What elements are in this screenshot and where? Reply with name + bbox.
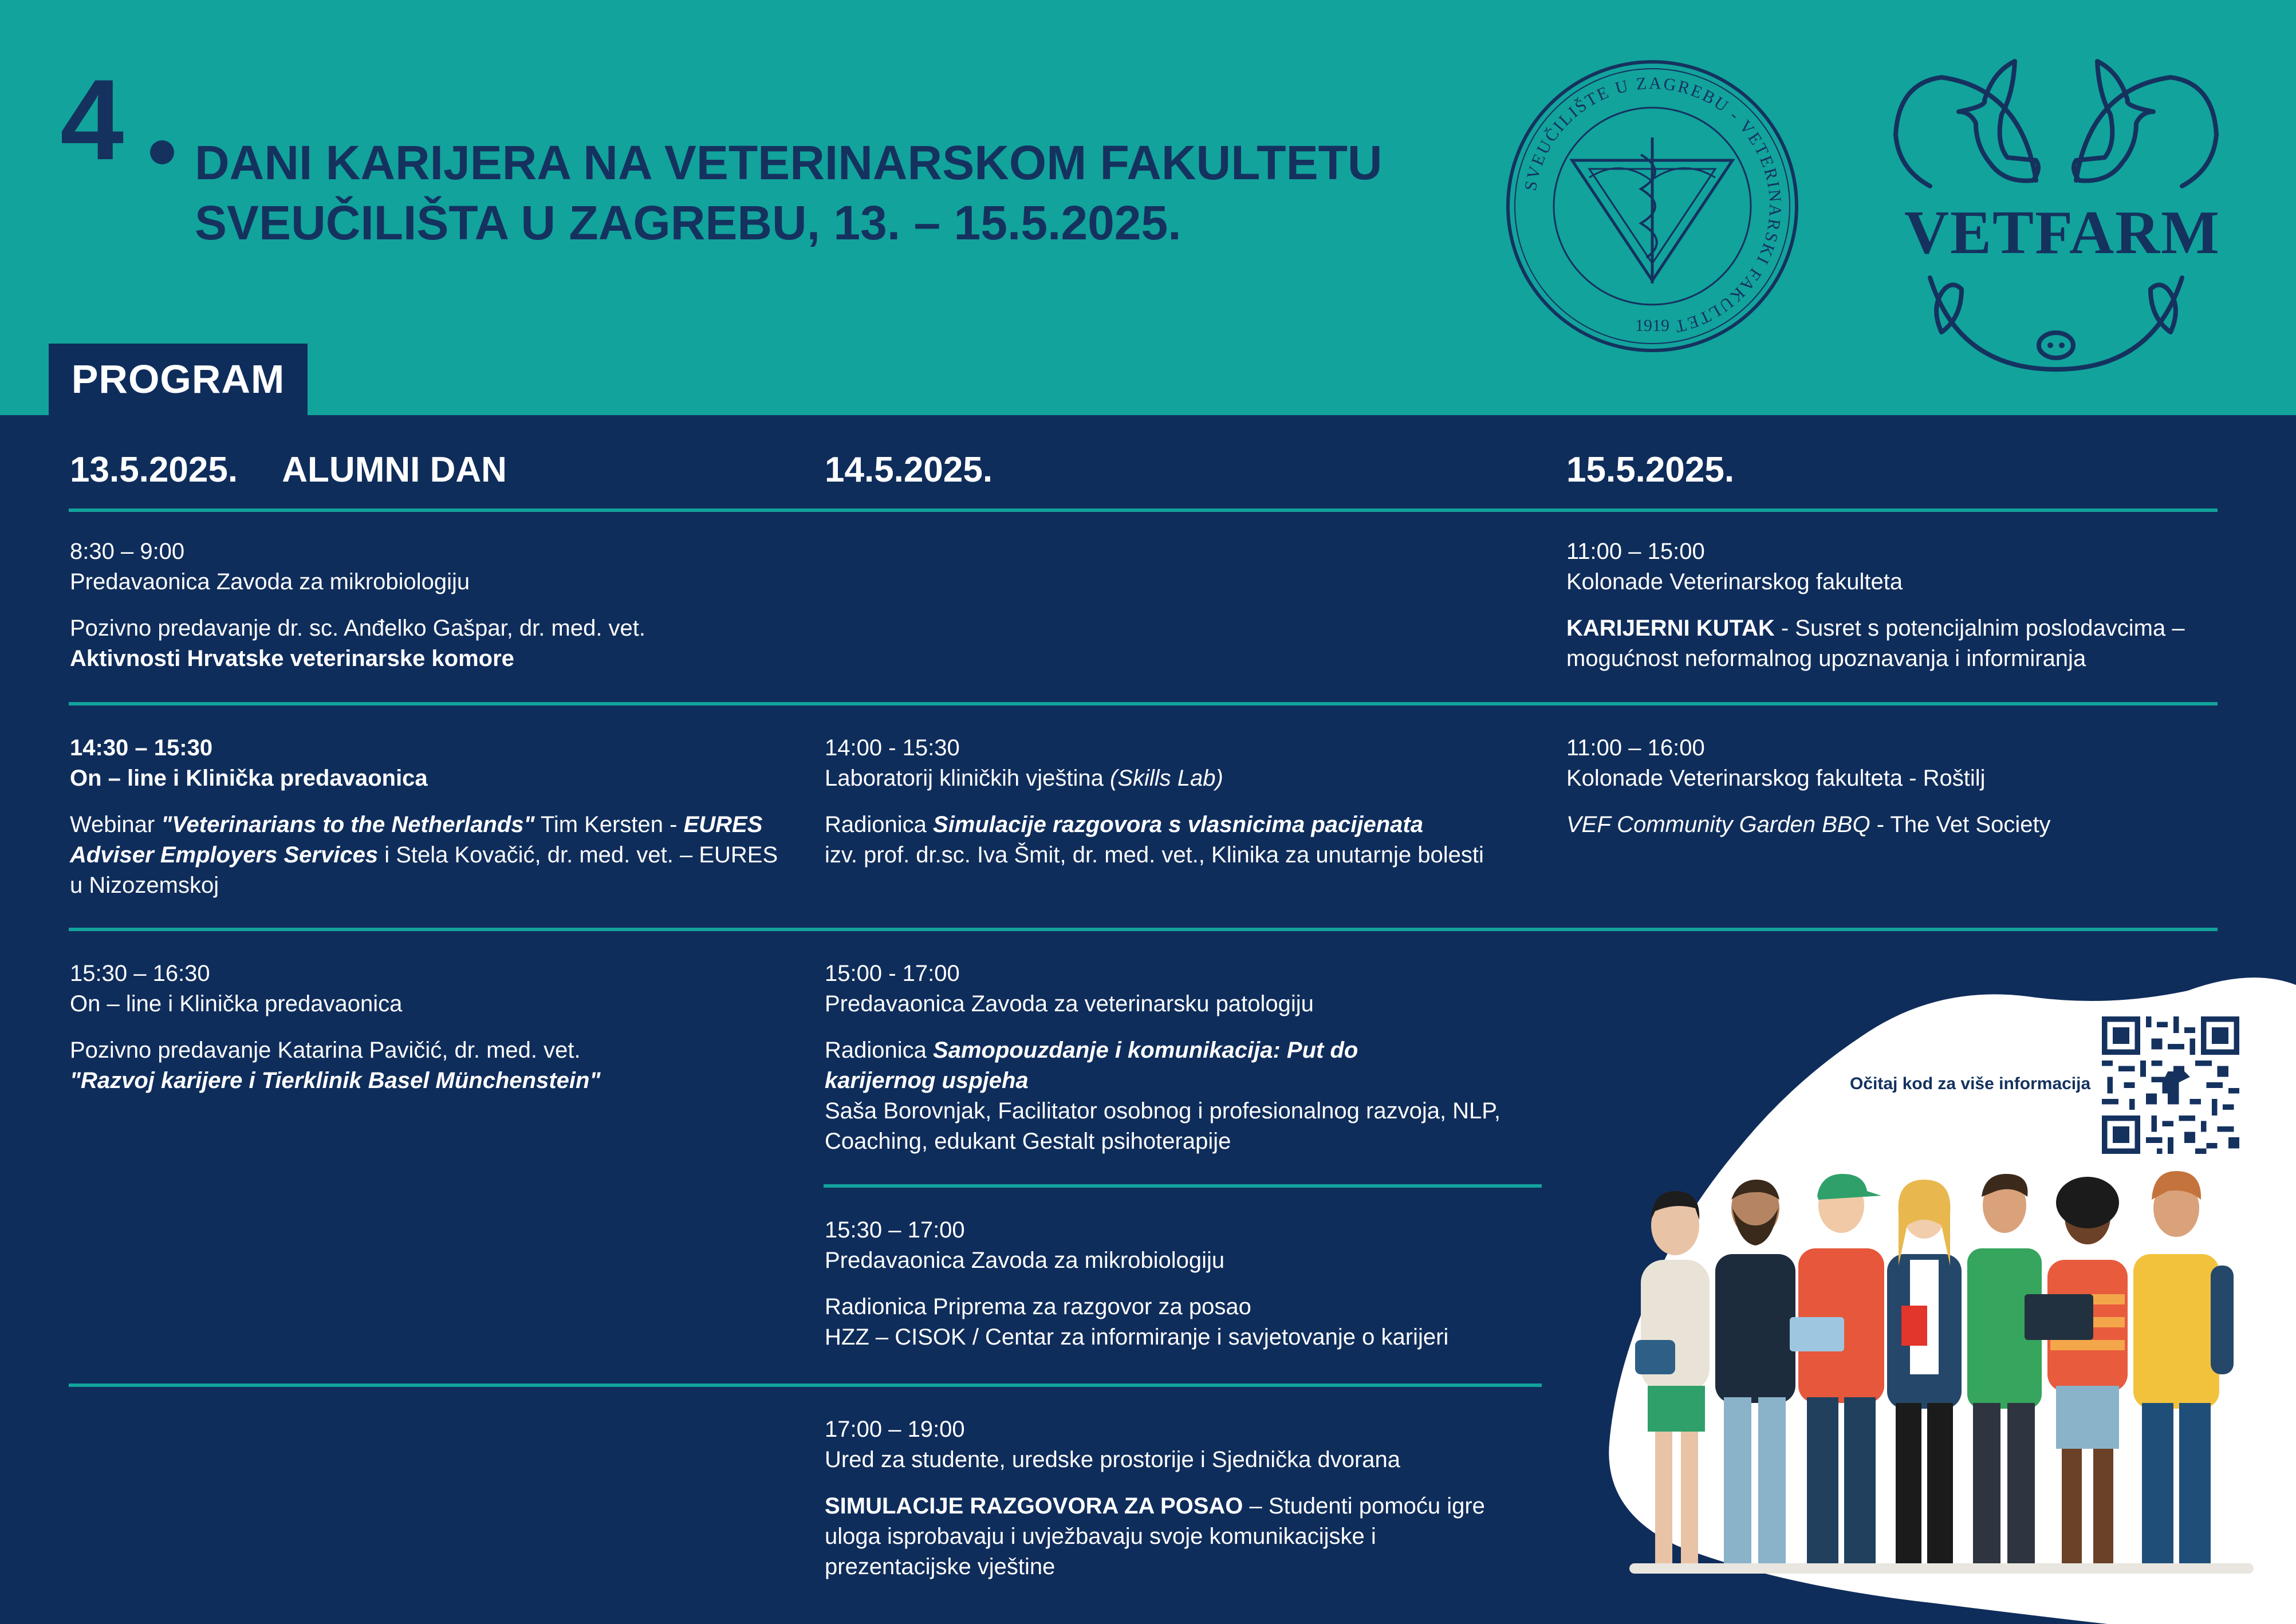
program-tab: PROGRAM: [49, 344, 308, 415]
event-place: Predavaonica Zavoda za mikrobiologiju: [70, 569, 470, 594]
event-time: 11:00 – 16:00: [1566, 735, 1705, 760]
divider: [69, 1383, 1542, 1387]
event-title: "Veterinarians to the Netherlands": [161, 812, 535, 837]
event-title: SIMULACIJE RAZGOVORA ZA POSAO: [825, 1493, 1243, 1519]
event-description: Radionica Simulacije razgovora s vlasnicima pacijenata: [825, 812, 1423, 837]
event-title: VEF Community Garden BBQ: [1566, 812, 1870, 837]
divider: [69, 509, 2218, 512]
event-d2-2: [825, 959, 1558, 1157]
event-time: 14:30 – 15:30: [70, 735, 213, 760]
event-place: Predavaonica Zavoda za veterinarsku patologiju: [825, 991, 1314, 1016]
title-line-2: SVEUČILIŠTA U ZAGREBU, 13. – 15.5.2025.: [195, 196, 1182, 250]
event-title: Samopouzdanje i komunikacija: Put do karijernog uspjeha: [825, 1038, 1358, 1093]
event-time: 14:00 - 15:30: [825, 735, 960, 760]
event-d3-1: [1566, 537, 2231, 674]
event-description: SIMULACIJE RAZGOVORA ZA POSAO – Studenti pomoću igre uloga isprobavaju i uvježbavaju svoje komunikacijske i prezentacijske vještine: [825, 1493, 1485, 1579]
seal-text: SVEUČILIŠTE U ZAGREBU - VETERINARSKI FAKULTET: [1521, 73, 1785, 337]
event-description: Radionica Samopouzdanje i komunikacija: Put do karijernog uspjeha: [825, 1038, 1358, 1093]
event-d1-1: [70, 537, 780, 674]
event-title: Aktivnosti Hrvatske veterinarske komore: [70, 646, 514, 671]
page-title: [195, 133, 1512, 253]
day-1-name: ALUMNI DAN: [282, 450, 507, 490]
event-title: Radionica Priprema za razgovor za posao: [825, 1294, 1251, 1319]
qr-code-icon[interactable]: [2102, 1016, 2239, 1154]
event-speaker: Saša Borovnjak, Facilitator osobnog i profesionalnog razvoja, NLP, Coaching, edukant Gestalt psihoterapije: [825, 1098, 1501, 1154]
qr-label: Očitaj kod za više informacija: [1850, 1074, 2091, 1093]
students-illustration-icon: [1629, 1168, 2254, 1580]
day-2-date: 14.5.2025.: [825, 450, 993, 490]
event-organizer: HZZ – CISOK / Centar za informiranje i savjetovanje o karijeri: [825, 1325, 1449, 1350]
event-place: Kolonade Veterinarskog fakulteta: [1566, 569, 1903, 594]
event-time: 8:30 – 9:00: [70, 539, 185, 564]
event-d2-1: [825, 733, 1489, 870]
event-time: 15:30 – 17:00: [825, 1217, 965, 1243]
event-speaker: Pozivno predavanje Katarina Pavičić, dr. med. vet.: [70, 1038, 581, 1063]
event-speaker: izv. prof. dr.sc. Iva Šmit, dr. med. vet., Klinika za unutarnje bolesti: [825, 842, 1484, 868]
vetfarm-wordmark: VETFARM: [1904, 199, 2220, 267]
event-title: Simulacije razgovora s vlasnicima pacijenata: [933, 812, 1423, 837]
event-place: On – line i Klinička predavaonica: [70, 766, 428, 791]
edition-dot: [150, 140, 174, 164]
event-place: On – line i Klinička predavaonica: [70, 991, 403, 1016]
event-org: EURES Adviser Employers Services: [70, 812, 763, 868]
divider: [69, 928, 2218, 931]
event-place: Laboratorij kliničkih vještina (Skills Lab): [825, 766, 1223, 791]
event-title: "Razvoj karijere i Tierklinik Basel Münchenstein": [70, 1068, 601, 1093]
day-3-date: 15.5.2025.: [1566, 450, 1735, 490]
day-1-date: 13.5.2025.: [70, 450, 238, 490]
event-place: Kolonade Veterinarskog fakulteta - Roštilj: [1566, 766, 1986, 791]
event-speaker: Pozivno predavanje dr. sc. Anđelko Gašpar, dr. med. vet.: [70, 616, 646, 641]
event-description: VEF Community Garden BBQ - The Vet Society: [1566, 812, 2051, 837]
divider: [69, 702, 2218, 705]
event-place: Predavaonica Zavoda za mikrobiologiju: [825, 1248, 1225, 1273]
event-d1-3: [70, 959, 780, 1096]
title-line-1: DANI KARIJERA NA VETERINARSKOM FAKULTETU: [195, 136, 1383, 190]
event-d2-4: [825, 1414, 1512, 1582]
event-time: 11:00 – 15:00: [1566, 539, 1705, 564]
event-time: 15:00 - 17:00: [825, 961, 960, 986]
event-title: KARIJERNI KUTAK: [1566, 616, 1775, 641]
event-d3-2: [1566, 733, 2231, 840]
edition-number: 4: [60, 56, 122, 184]
seal-year: 1919: [1635, 316, 1669, 335]
event-time: 15:30 – 16:30: [70, 961, 210, 986]
day-1-header: [70, 450, 507, 490]
event-place: Ured za studente, uredske prostorije i Sjednička dvorana: [825, 1447, 1400, 1472]
event-d1-2: [70, 733, 780, 901]
faculty-seal-icon: [1503, 57, 1801, 355]
event-description: Webinar "Veterinarians to the Netherlands" Tim Kersten - EURES Adviser Employers Services i Stela Kovačić, dr. med. vet. – EURES u Nizozemskoj: [70, 812, 778, 898]
event-time: 17:00 – 19:00: [825, 1417, 965, 1442]
event-d2-3: [825, 1215, 1535, 1353]
event-description: KARIJERNI KUTAK - Susret s potencijalnim poslodavcima – mogućnost neformalnog upoznavanja i informiranja: [1566, 616, 2185, 671]
divider: [824, 1184, 1542, 1188]
